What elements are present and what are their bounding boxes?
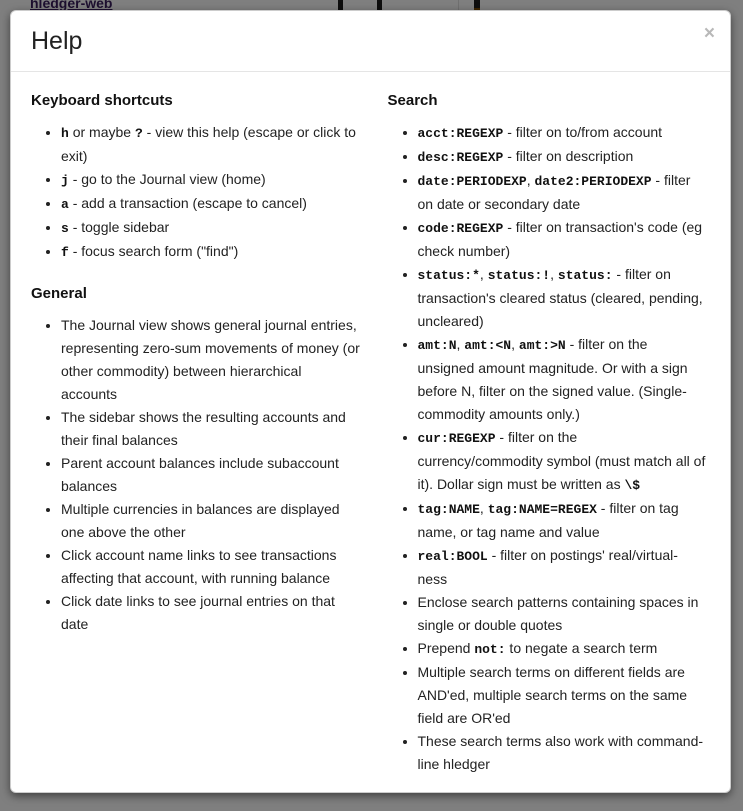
help-item [418, 544, 707, 591]
code-term: tag:NAME [417, 502, 480, 517]
help-item [418, 661, 707, 730]
help-list [31, 121, 361, 264]
right-column [371, 91, 711, 786]
code-term: status:! [487, 268, 551, 283]
help-text: - toggle sidebar [68, 219, 170, 235]
code-term: status:* [417, 268, 480, 283]
help-item [418, 637, 707, 661]
help-text: , [526, 172, 535, 188]
help-item [61, 544, 361, 590]
help-item [61, 240, 361, 264]
modal-header [11, 11, 730, 72]
code-term: j [61, 173, 69, 188]
modal-body [11, 72, 730, 793]
help-modal [10, 10, 731, 793]
code-term: h [61, 126, 69, 141]
code-term: amt:<N [464, 338, 512, 353]
help-text: - add a transaction (escape to cancel) [68, 195, 307, 211]
help-list [388, 121, 707, 776]
help-item [61, 121, 361, 168]
help-text: - filter on transaction's cleared status (cleared, pending, uncleared) [417, 266, 703, 329]
code-term: tag:NAME=REGEX [487, 502, 597, 517]
help-text: - filter on date or secondary date [417, 172, 691, 212]
help-text: , [479, 500, 488, 516]
help-text: - filter on transaction's code (eg check number) [417, 219, 703, 259]
help-item [418, 426, 707, 497]
code-term: \$ [624, 478, 641, 493]
help-text: - view this help (escape or click to exit) [61, 124, 356, 164]
help-text: Click account name links to see transactions affecting that account, with running balance [61, 547, 337, 586]
code-term: amt:>N [518, 338, 566, 353]
help-text: - filter on the currency/commodity symbol (must match all of it). Dollar sign must be written as [417, 429, 706, 492]
code-term: code:REGEXP [417, 221, 504, 236]
help-text: These search terms also work with command-line hledger [417, 733, 704, 772]
help-item [418, 263, 707, 333]
help-item [418, 497, 707, 544]
help-text: Prepend [417, 640, 475, 656]
section-heading: General [31, 285, 87, 302]
help-text: , [479, 266, 488, 282]
help-text: Multiple currencies in balances are displayed one above the other [61, 501, 340, 540]
help-text: , [456, 336, 465, 352]
help-text: - filter on postings' real/virtual-ness [417, 547, 678, 587]
help-item [418, 121, 707, 145]
help-item [61, 452, 361, 498]
section-heading: Search [387, 92, 438, 109]
help-text: , [550, 266, 558, 282]
help-text: - filter on to/from account [503, 124, 663, 140]
close-icon[interactable]: × [703, 23, 715, 44]
code-term: s [61, 221, 69, 236]
help-item [418, 145, 707, 169]
help-item [418, 591, 707, 637]
help-text: Enclose search patterns containing spaces in single or double quotes [417, 594, 699, 633]
help-text: - filter on description [503, 148, 634, 164]
help-item [61, 406, 361, 452]
help-item [61, 168, 361, 192]
code-term: ? [134, 126, 143, 141]
help-text: The sidebar shows the resulting accounts and their final balances [61, 409, 346, 448]
help-item [418, 333, 707, 426]
code-term: cur:REGEXP [417, 431, 496, 446]
help-text: - filter on tag name, or tag name and value [417, 500, 679, 540]
help-text: Multiple search terms on different fields are AND'ed, multiple search terms on the same field are OR'ed [417, 664, 688, 726]
section-heading: Keyboard shortcuts [31, 92, 173, 109]
modal-title: Help [31, 27, 83, 55]
help-item [61, 216, 361, 240]
help-item [418, 730, 707, 776]
help-item [61, 590, 361, 636]
code-term: desc:REGEXP [417, 150, 504, 165]
help-text: - go to the Journal view (home) [68, 171, 266, 187]
left-column [31, 91, 371, 786]
help-item [61, 314, 361, 406]
code-term: a [61, 197, 69, 212]
help-text: - filter on the unsigned amount magnitude. Or with a sign before N, filter on the signed value. (Single-commodity amounts only.) [417, 336, 688, 422]
help-text: Parent account balances include subaccount balances [61, 455, 339, 494]
help-text: to negate a search term [505, 640, 658, 656]
code-term: date2:PERIODEXP [534, 174, 652, 189]
help-item [61, 498, 361, 544]
code-term: real:BOOL [417, 549, 488, 564]
code-term: date:PERIODEXP [417, 174, 527, 189]
help-list [31, 314, 361, 636]
help-text: , [511, 336, 519, 352]
help-item [418, 216, 707, 263]
code-term: not: [474, 642, 506, 657]
code-term: status: [557, 268, 613, 283]
help-text: or maybe [68, 124, 135, 140]
help-item [61, 192, 361, 216]
code-term: amt:N [417, 338, 457, 353]
code-term: acct:REGEXP [417, 126, 504, 141]
help-text: Click date links to see journal entries on that date [61, 593, 335, 632]
code-term: f [61, 245, 69, 260]
help-text: The Journal view shows general journal entries, representing zero-sum movements of money (or other commodity) between hierarchical accounts [61, 317, 360, 402]
help-text: - focus search form ("find") [68, 243, 239, 259]
help-item [418, 169, 707, 216]
